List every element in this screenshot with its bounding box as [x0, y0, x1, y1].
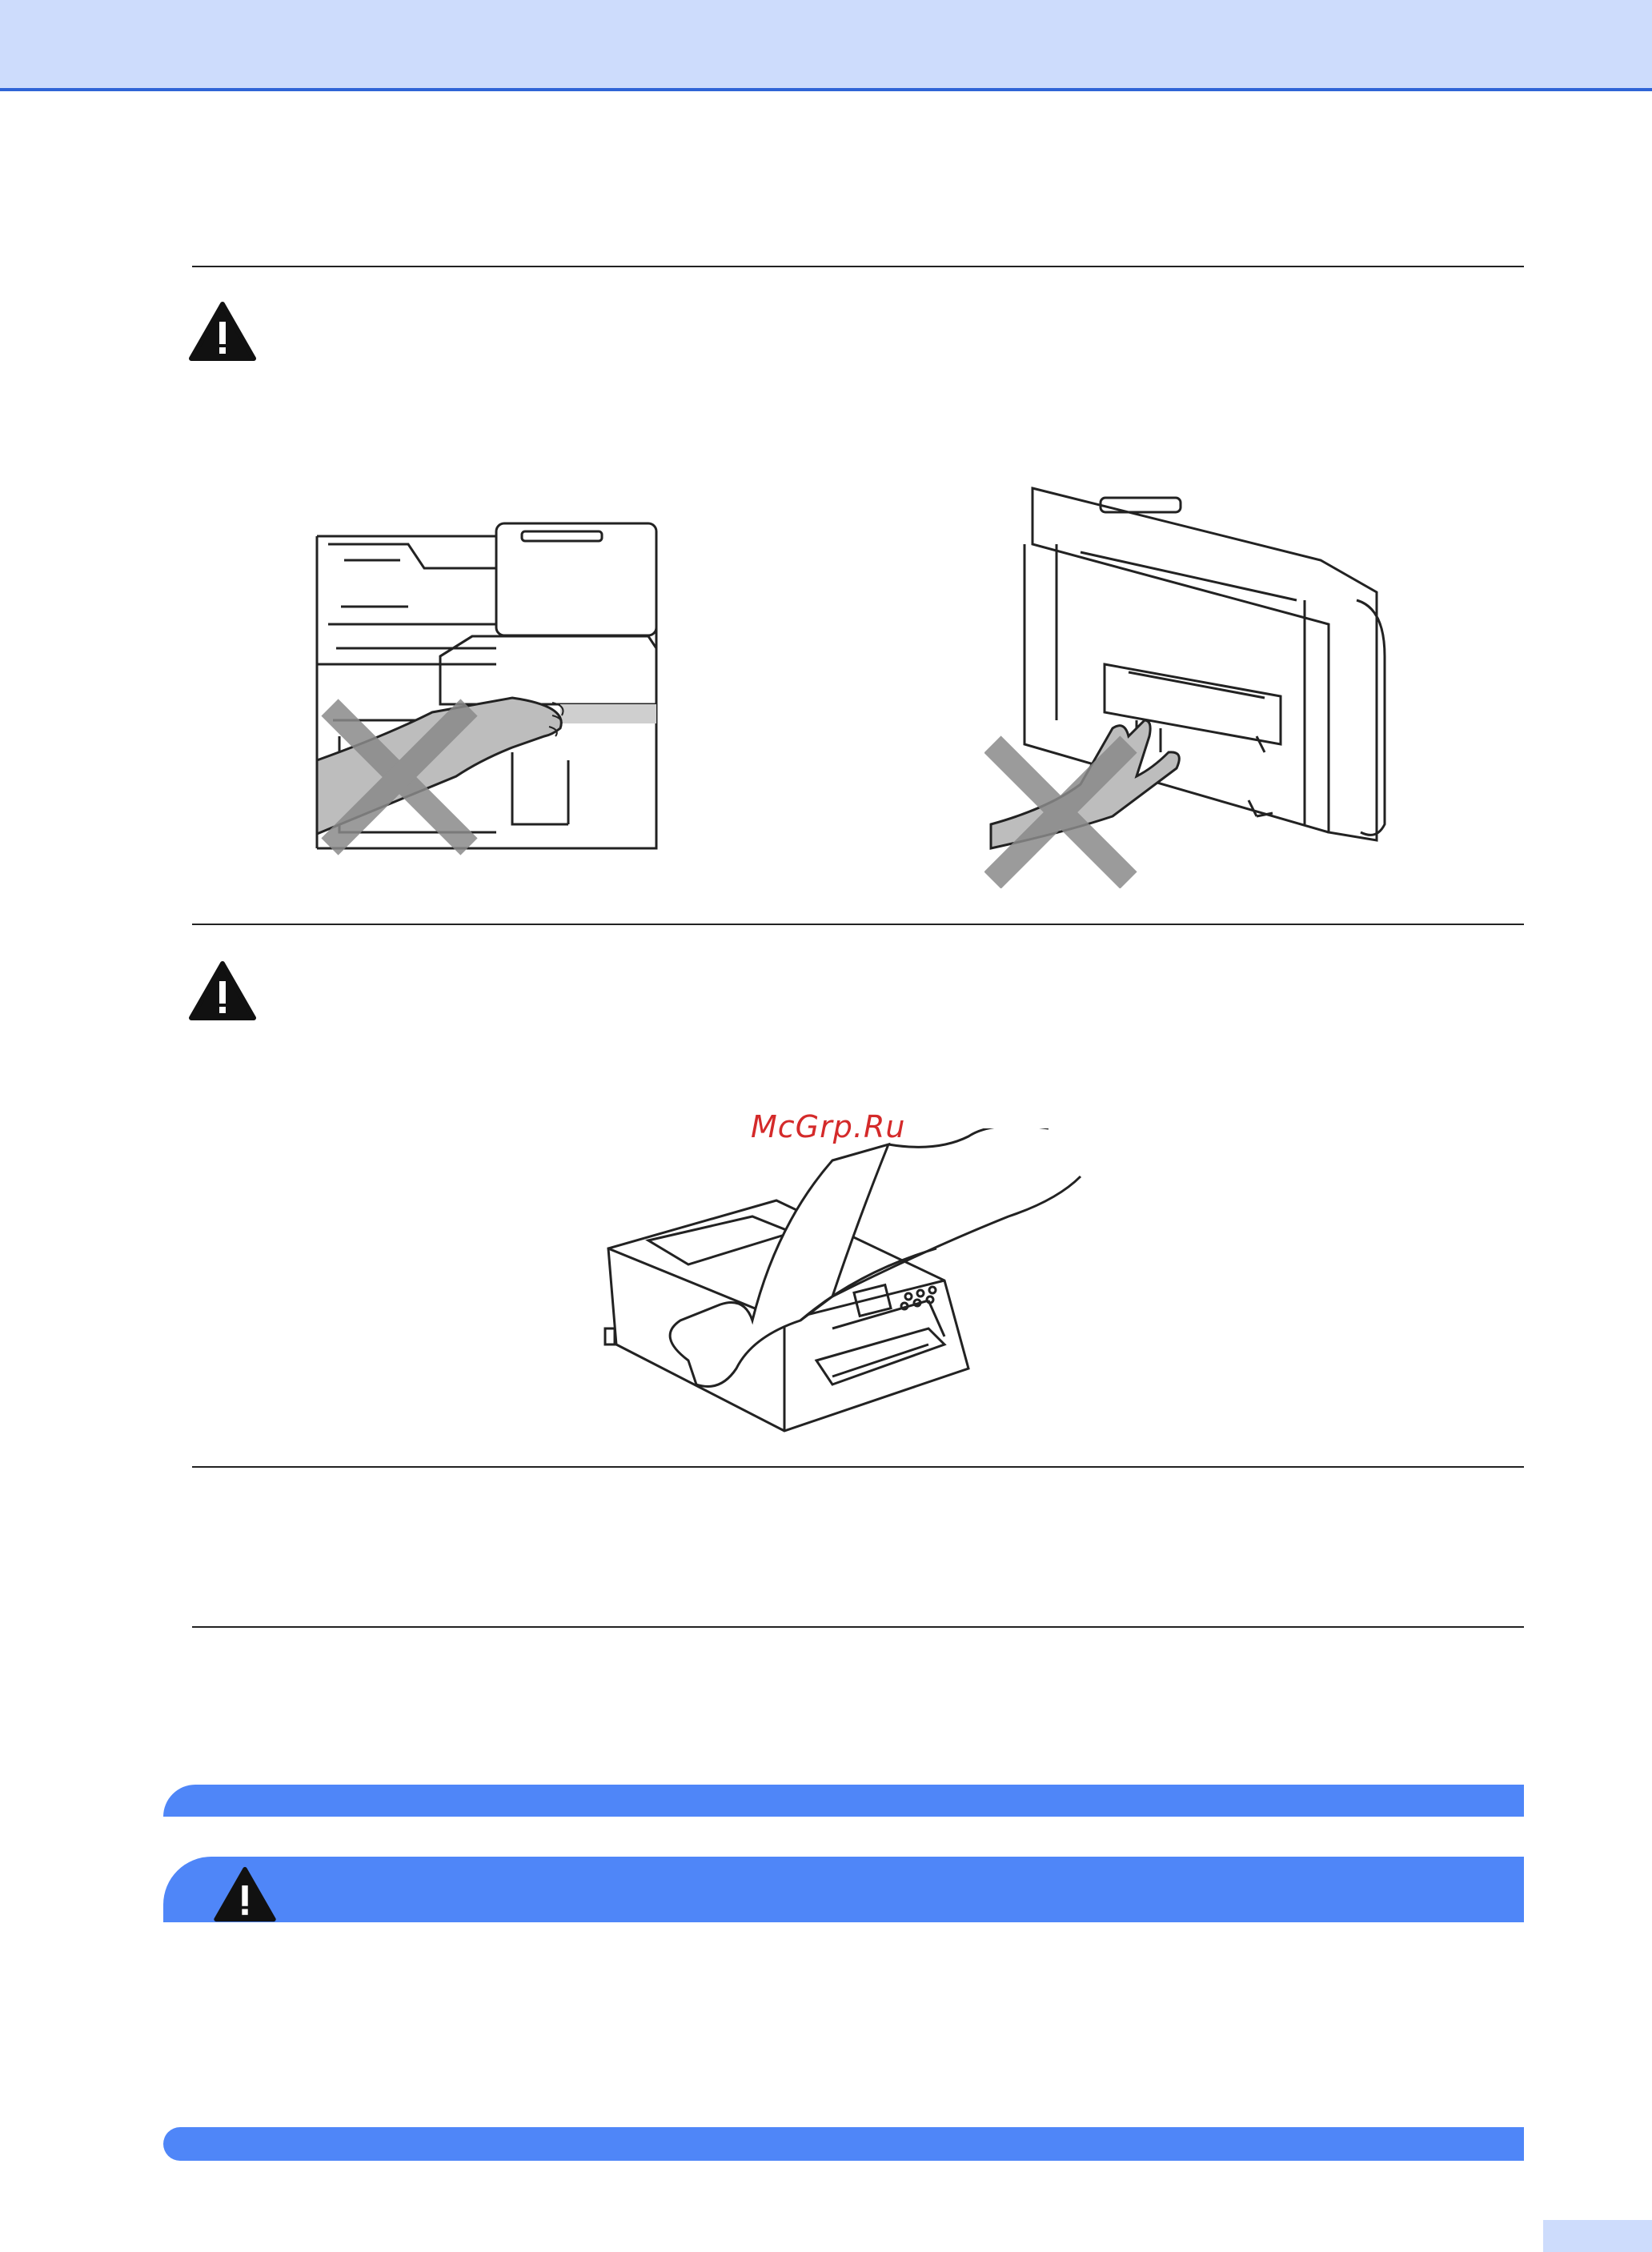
- section-end-bar: [163, 2127, 1524, 2161]
- scanner-hand-illustration: [312, 520, 672, 856]
- section-title-bar: [163, 1785, 1524, 1817]
- printer-hand-illustration: [984, 480, 1401, 888]
- section-divider: [192, 1466, 1524, 1468]
- section-divider: [192, 924, 1524, 925]
- carrying-machine-illustration: [592, 1128, 1105, 1449]
- page-header-band: [0, 0, 1652, 91]
- section-divider: [192, 266, 1524, 267]
- warning-icon: [213, 1866, 277, 1922]
- warning-icon: [189, 960, 256, 1021]
- section-divider: [192, 1626, 1524, 1628]
- warning-banner: [163, 1857, 1524, 1922]
- warning-icon: [189, 301, 256, 362]
- watermark-text: McGrp.Ru: [751, 1109, 906, 1144]
- page-number-tab: [1543, 2220, 1652, 2252]
